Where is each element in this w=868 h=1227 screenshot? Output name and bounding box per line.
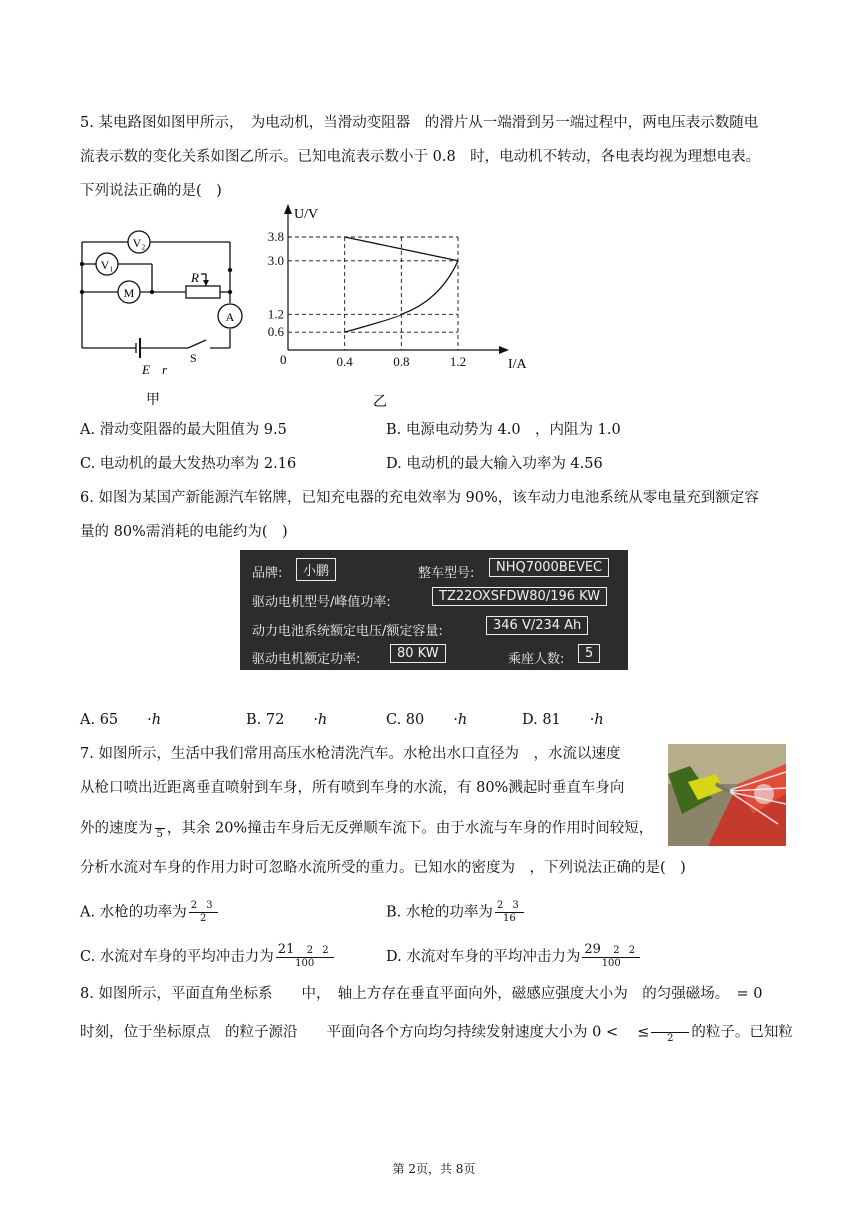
q7-option-d: D. 水流对车身的平均冲击力为 $\frac{29 2 2}{100}$	[386, 942, 639, 969]
q7-option-a: A. 水枪的功率为 $\frac{2 3}{2}$	[80, 900, 216, 924]
motor-model-value: TZ22OXSFDW80/196 KW	[432, 587, 607, 606]
q7-option-c: C. 水流对车身的平均冲击力为 $\frac{21 2 2}{100}$	[80, 942, 332, 969]
graph-caption: 乙	[373, 394, 387, 410]
x-tick-label: 1.2	[449, 354, 467, 369]
q5-option-b: B. 电源电动势为 4.0 ，内阻为 1.0	[386, 422, 621, 438]
fraction: $\frac{2 3}{2}$	[190, 900, 216, 924]
q8-stem-line2: 时刻，位于坐标原点 的粒子源沿 平面向各个方向均匀持续发射速度大小为 0 < ≤ 2 的粒子。已知粒	[80, 1020, 793, 1045]
x-tick-label: 0.4	[336, 354, 353, 369]
q5-option-d: D. 电动机的最大输入功率为 4.56	[386, 456, 603, 472]
seats-value: 5	[578, 644, 600, 663]
q5-option-c: C. 电动机的最大发热功率为 2.16	[80, 456, 297, 472]
model-label: 整车型号:	[418, 566, 475, 581]
motor-model-label: 驱动电机型号/峰值功率:	[252, 595, 391, 610]
q8-stem-line1: 8. 如图所示，平面直角坐标系 中， 轴上方存在垂直平面向外，磁感应强度大小为 的匀强磁场。 = 0	[80, 986, 763, 1002]
fraction: 5	[155, 816, 165, 841]
circuit-caption: 甲	[146, 392, 160, 408]
brand-label: 品牌:	[252, 566, 283, 581]
y-axis-label: U/V	[294, 207, 319, 222]
q7-stem-line3: 外的速度为 5 ，其余 20%撞击车身后无反弹顺车流下。由于水流与车身的作用时间较短，	[80, 816, 653, 841]
q6-option-a: A. 65 ·ℎ	[80, 712, 162, 728]
q7-stem-line2: 从枪口喷出近距离垂直喷射到车身，所有喷到车身的水流，有 80%溅起时垂直车身向	[80, 780, 625, 796]
rated-power-label: 驱动电机额定功率:	[252, 652, 361, 667]
q6-option-d: D. 81 ·ℎ	[522, 712, 604, 728]
y-tick-label: 0.6	[267, 324, 284, 340]
fraction: $\frac{29 2 2}{100}$	[584, 942, 639, 969]
x-axis-label: I/A	[508, 357, 527, 372]
y-tick-label: 3.8	[267, 229, 284, 244]
q5-stem-line3: 下列说法正确的是( )	[80, 183, 222, 199]
ui-graph	[258, 200, 548, 410]
q6-option-c: C. 80 ·ℎ	[386, 712, 468, 728]
emf-label: E	[142, 362, 150, 377]
brand-value: 小鹏	[296, 558, 336, 581]
q7-stem-line1: 7. 如图所示，生活中我们常用高压水枪清洗汽车。水枪出水口直径为 ，水流以速度	[80, 746, 621, 762]
fraction: $\frac{21 2 2}{100}$	[277, 942, 332, 969]
rheostat-label: R	[191, 270, 199, 285]
ammeter-label: A	[225, 310, 235, 324]
x-tick-label: 0.8	[393, 354, 410, 369]
switch-label: S	[190, 351, 197, 365]
internal-resistance-label: r	[162, 362, 168, 377]
fraction: 2	[651, 1020, 689, 1045]
q7-option-b: B. 水枪的功率为 $\frac{2 3}{16}$	[386, 900, 522, 924]
y-tick-label: 1.2	[267, 306, 284, 322]
y-tick-label: 3.0	[267, 252, 284, 268]
motor-label: M	[123, 286, 135, 300]
q6-option-b: B. 72 ·ℎ	[246, 712, 328, 728]
origin-label: 0	[280, 352, 287, 367]
q5-option-a: A. 滑动变阻器的最大阻值为 9.5	[80, 422, 287, 438]
v2-label: V₂	[132, 236, 146, 250]
q6-stem-line2: 量的 80%需消耗的电能约为( )	[80, 524, 288, 540]
q7-stem-line4: 分析水流对车身的作用力时可忽略水流所受的重力。已知水的密度为 ，下列说法正确的是( )	[80, 860, 686, 876]
v1-label: V₁	[100, 258, 114, 272]
battery-label: 动力电池系统额定电压/额定容量:	[252, 624, 443, 639]
model-value: NHQ7000BEVEC	[489, 558, 609, 577]
circuit-diagram	[76, 228, 246, 408]
q6-stem-line1: 6. 如图为某国产新能源汽车铭牌，已知充电器的充电效率为 90%，该车动力电池系统从零电量充到额定容	[80, 490, 759, 506]
battery-value: 346 V/234 Ah	[486, 616, 588, 635]
fraction: $\frac{2 3}{16}$	[496, 900, 522, 924]
q5-stem-line2: 流表示数的变化关系如图乙所示。已知电流表示数小于 0.8 时，电动机不转动，各电表均视为理想电表。	[80, 149, 761, 165]
vehicle-nameplate	[240, 550, 628, 670]
car-wash-photo	[668, 744, 786, 846]
page-footer: 第 2页，共 8页	[392, 1162, 476, 1176]
q5-stem-line1: 5. 某电路图如图甲所示， 为电动机，当滑动变阻器 的滑片从一端滑到另一端过程中，两电压表示数随电	[80, 115, 759, 131]
seats-label: 乘座人数:	[508, 652, 565, 667]
rated-power-value: 80 KW	[390, 644, 446, 663]
